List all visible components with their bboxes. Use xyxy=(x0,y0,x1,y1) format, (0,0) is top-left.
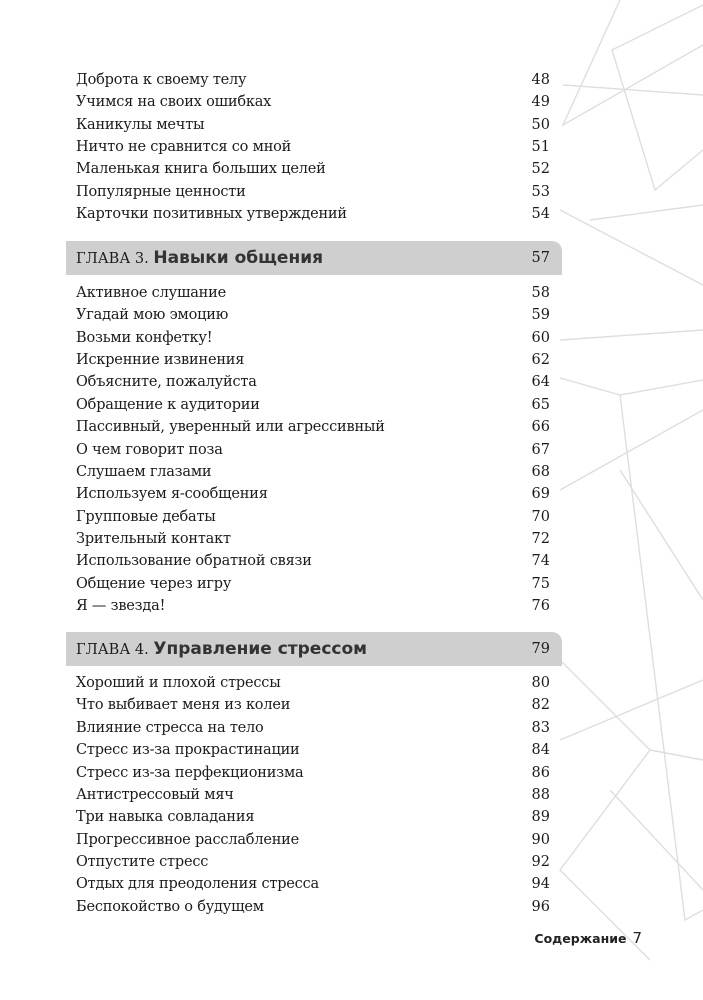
toc-entry[interactable] xyxy=(66,304,562,326)
toc-entry-title: Влияние стресса на тело xyxy=(76,719,264,736)
toc-entry[interactable] xyxy=(66,829,562,851)
toc-entry[interactable] xyxy=(66,806,562,828)
toc-entry-title: Каникулы мечты xyxy=(76,116,205,133)
chapter-4-header[interactable] xyxy=(66,632,562,666)
toc-entry[interactable] xyxy=(66,282,562,304)
toc-entry[interactable] xyxy=(66,203,562,225)
toc-entry-page: 67 xyxy=(531,441,550,458)
toc-entry[interactable] xyxy=(66,483,562,505)
toc-entry-page: 68 xyxy=(531,463,550,480)
toc-entry-title: Популярные ценности xyxy=(76,183,246,200)
toc-entry[interactable] xyxy=(66,461,562,483)
toc-entry-page: 66 xyxy=(531,419,550,436)
toc-entry[interactable] xyxy=(66,595,562,617)
toc-entry-page: 62 xyxy=(531,352,550,369)
toc-entry-title: Учимся на своих ошибках xyxy=(76,94,272,111)
toc-entry-page: 80 xyxy=(531,675,550,691)
toc-entry[interactable] xyxy=(66,69,562,91)
toc-entry-page: 51 xyxy=(531,138,550,155)
toc-entry-page: 50 xyxy=(531,116,550,133)
toc-entry[interactable] xyxy=(66,136,562,158)
toc-entry-page: 88 xyxy=(531,786,550,803)
toc-entry[interactable] xyxy=(66,896,562,918)
toc-entry[interactable] xyxy=(66,851,562,873)
toc-entry[interactable] xyxy=(66,573,562,595)
toc-entry-title: Общение через игру xyxy=(76,575,232,592)
toc-entry-page: 89 xyxy=(531,809,550,826)
toc-entry-title: О чем говорит поза xyxy=(76,441,223,458)
chapter-page-number: 79 xyxy=(531,641,550,657)
toc-entry-page: 94 xyxy=(531,876,550,893)
chapter-title: Управление стрессом xyxy=(153,639,368,659)
toc-entry-title: Объясните, пожалуйста xyxy=(76,374,257,391)
toc-entry-title: Групповые дебаты xyxy=(76,508,216,525)
footer-section-title: Содержание xyxy=(534,931,627,946)
toc-entry[interactable] xyxy=(66,672,562,694)
toc-entry[interactable] xyxy=(66,181,562,203)
toc-entry-title: Зрительный контакт xyxy=(76,531,231,548)
toc-entry-title: Антистрессовый мяч xyxy=(76,786,234,803)
toc-entry-page: 48 xyxy=(531,72,550,88)
toc-entry-page: 64 xyxy=(531,374,550,391)
toc-entry-page: 92 xyxy=(531,854,550,871)
toc-entry[interactable] xyxy=(66,694,562,716)
toc-entry[interactable] xyxy=(66,873,562,895)
toc-entry-title: Я — звезда! xyxy=(76,598,166,615)
toc-entry-title: Отдых для преодоления стресса xyxy=(76,876,319,893)
chapter-label: ГЛАВА 3. xyxy=(76,251,149,267)
toc-entry-title: Прогрессивное расслабление xyxy=(76,831,300,848)
toc-entry[interactable] xyxy=(66,416,562,438)
toc-entry[interactable] xyxy=(66,528,562,550)
toc-entry[interactable] xyxy=(66,506,562,528)
toc-entry-title: Используем я-сообщения xyxy=(76,486,268,503)
chapter-3-header[interactable] xyxy=(66,241,562,275)
toc-entry-page: 75 xyxy=(531,575,550,592)
toc-entry-page: 84 xyxy=(531,742,550,759)
toc-entry-title: Три навыка совладания xyxy=(76,809,255,826)
chapter-label: ГЛАВА 4. xyxy=(76,642,149,658)
toc-entry-page: 69 xyxy=(531,486,550,503)
toc-entry-title: Хороший и плохой стрессы xyxy=(76,675,281,691)
toc-entry-title: Карточки позитивных утверждений xyxy=(76,205,347,222)
toc-entry[interactable] xyxy=(66,371,562,393)
toc-entry[interactable] xyxy=(66,717,562,739)
toc-entry-page: 65 xyxy=(531,396,550,413)
toc-entry-page: 52 xyxy=(531,161,550,178)
toc-entry[interactable] xyxy=(66,158,562,180)
toc-entry-page: 83 xyxy=(531,719,550,736)
toc-entry[interactable] xyxy=(66,327,562,349)
toc-entry-page: 74 xyxy=(531,553,550,570)
toc-entry-page: 70 xyxy=(531,508,550,525)
toc-entry-title: Беспокойство о будущем xyxy=(76,898,264,915)
chapter-title: Навыки общения xyxy=(153,248,324,268)
toc-entry-title: Маленькая книга больших целей xyxy=(76,161,326,178)
toc-entry-page: 76 xyxy=(531,598,550,615)
chapter-page-number: 57 xyxy=(531,250,550,266)
toc-entry-title: Использование обратной связи xyxy=(76,553,312,570)
toc-entry-title: Ничто не сравнится со мной xyxy=(76,138,292,155)
toc-entry-page: 60 xyxy=(531,329,550,346)
toc-entry[interactable] xyxy=(66,349,562,371)
toc-entry[interactable] xyxy=(66,784,562,806)
toc-entry-page: 82 xyxy=(531,697,550,714)
toc-entry[interactable] xyxy=(66,762,562,784)
toc-entry-title: Угадай мою эмоцию xyxy=(76,307,229,324)
toc-entry-page: 54 xyxy=(531,205,550,222)
toc-entry-page: 96 xyxy=(531,898,550,915)
toc-entry[interactable] xyxy=(66,739,562,761)
toc-entry-title: Что выбивает меня из колеи xyxy=(76,697,291,714)
toc-entry-title: Доброта к своему телу xyxy=(76,72,247,88)
toc-entry-page: 53 xyxy=(531,183,550,200)
footer-page-number: 7 xyxy=(632,929,642,947)
toc-entry-page: 90 xyxy=(531,831,550,848)
toc-entry-title: Пассивный, уверенный или агрессивный xyxy=(76,419,385,436)
toc-entry[interactable] xyxy=(66,439,562,461)
toc-entry-page: 58 xyxy=(531,285,550,301)
toc-entry-page: 59 xyxy=(531,307,550,324)
toc-entry-page: 49 xyxy=(531,94,550,111)
toc-entry[interactable] xyxy=(66,394,562,416)
toc-entry-title: Отпустите стресс xyxy=(76,854,209,871)
toc-entry-title: Стресс из-за перфекционизма xyxy=(76,764,304,781)
toc-entry-page: 72 xyxy=(531,531,550,548)
toc-entry-title: Обращение к аудитории xyxy=(76,396,260,413)
page-footer xyxy=(534,928,642,947)
toc-entry[interactable] xyxy=(66,550,562,572)
toc-entry[interactable] xyxy=(66,91,562,113)
toc-entry-title: Слушаем глазами xyxy=(76,463,212,480)
toc-entry-title: Стресс из-за прокрастинации xyxy=(76,742,300,759)
toc-entry-title: Искренние извинения xyxy=(76,352,245,369)
toc-entry-title: Активное слушание xyxy=(76,285,226,301)
toc-entry-title: Возьми конфетку! xyxy=(76,329,213,346)
toc-entry[interactable] xyxy=(66,114,562,136)
toc-entry-page: 86 xyxy=(531,764,550,781)
